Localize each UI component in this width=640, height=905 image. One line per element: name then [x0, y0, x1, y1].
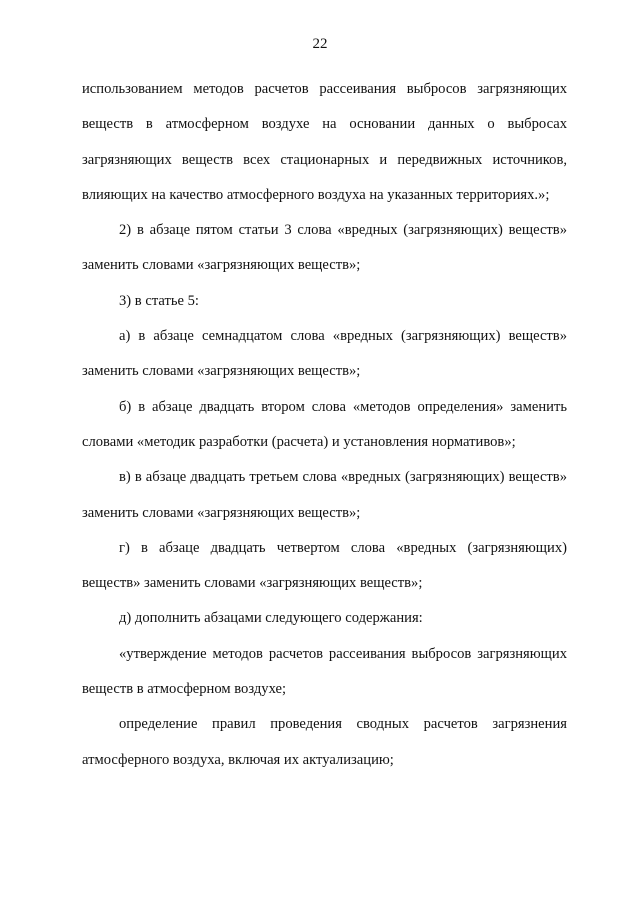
- paragraph-item-3v: в) в абзаце двадцать третьем слова «вредных (загрязняющих) веществ» заменить словами «загрязняющих веществ»;: [82, 469, 567, 521]
- paragraph-item-3a: а) в абзаце семнадцатом слова «вредных (загрязняющих) веществ» заменить словами «загрязняющих веществ»;: [82, 328, 567, 380]
- page-number: 22: [312, 36, 328, 52]
- paragraph-item-3g: г) в абзаце двадцать четвертом слова «вредных (загрязняющих) веществ» заменить словами «загрязняющих веществ»;: [82, 539, 567, 592]
- paragraph-item-3d: д) дополнить абзацами следующего содержания:: [119, 610, 423, 627]
- paragraph-item-3: 3) в статье 5:: [119, 292, 199, 309]
- paragraph-quote-2: определение правил проведения сводных расчетов загрязнения атмосферного воздуха, включая их актуализацию;: [82, 716, 567, 768]
- document-body: [82, 72, 567, 778]
- paragraph-item-2: 2) в абзаце пятом статьи 3 слова «вредных (загрязняющих) веществ» заменить словами «загрязняющих веществ»;: [82, 222, 567, 274]
- paragraph-item-3b: б) в абзаце двадцать втором слова «методов определения» заменить словами «методик разработки (расчета) и установления нормативов»;: [82, 398, 567, 450]
- paragraph-quote-1: «утверждение методов расчетов рассеивания выбросов загрязняющих веществ в атмосферном воздухе;: [82, 645, 567, 698]
- paragraph-continuation: использованием методов расчетов рассеивания выбросов загрязняющих веществ в атмосферном воздухе на основании данных о выбросах загрязняющих веществ всех стационарных и передвижных источников, влияющих на качество атмосферного воздуха на указанных территориях.»;: [82, 81, 567, 203]
